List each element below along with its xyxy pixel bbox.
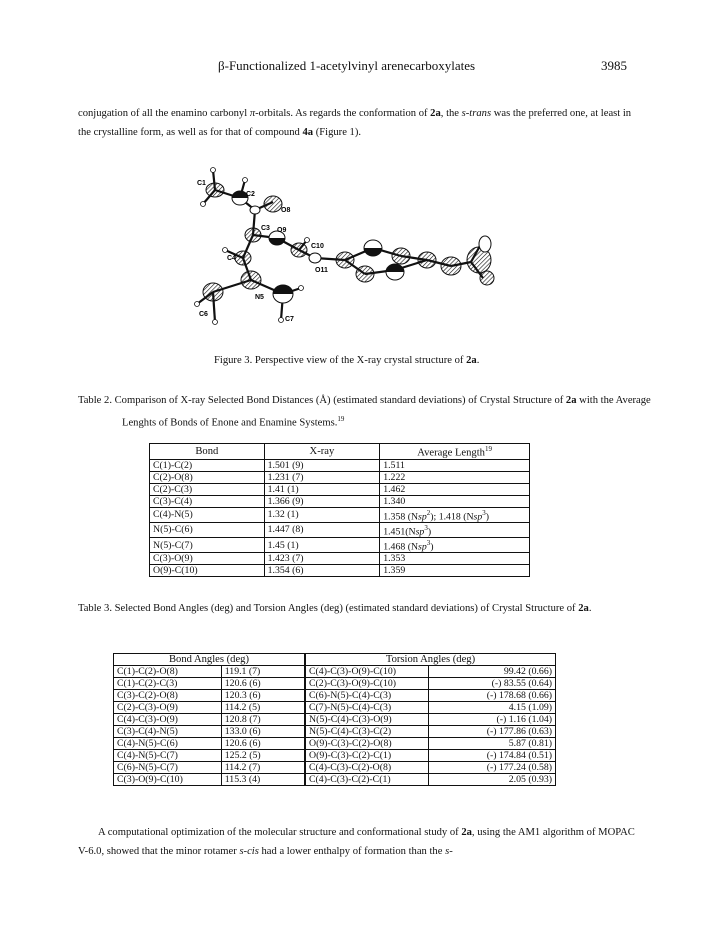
table3-cell-torsion-angle: C(7)-N(5)-C(4)-C(3) [305, 702, 429, 714]
table2-cell-xray: 1.45 (1) [264, 538, 380, 553]
crystal-structure-figure [185, 160, 515, 342]
ring-atom-10 [480, 271, 494, 285]
table3-cell-torsion-angle: C(4)-C(3)-C(2)-C(1) [305, 774, 429, 786]
table2-cell-xray: 1.501 (9) [264, 459, 380, 471]
table2-cell-bond: C(3)-O(9) [150, 553, 265, 565]
table2-cell-bond: C(4)-N(5) [150, 507, 265, 522]
table3-row [114, 774, 556, 786]
table2-cell-bond: O(9)-C(10) [150, 565, 265, 577]
table2-cell-avg: 1.340 [380, 495, 530, 507]
outro-paragraph: A computational optimization of the molecular structure and conformational study of 2a, using the AM1 algorithm of MOPAC V-6.0, showed that the minor rotamer s-cis had a lower enthalpy of formation than the s- [78, 827, 635, 857]
table2-row [150, 483, 530, 495]
table3-cell-bond-angle: C(6)-N(5)-C(7) [114, 762, 222, 774]
table2-header-bond: Bond [150, 444, 265, 460]
intro-paragraph: conjugation of all the enamino carbonyl π-orbitals. As regards the conformation of 2a, the s-trans was the preferred one, at least in the crystalline form, as well as for that of compound 4a (Figure 1). [78, 108, 632, 138]
table3-cell-torsion-angle: O(9)-C(3)-C(2)-C(1) [305, 750, 429, 762]
table3-row [114, 690, 556, 702]
label-c6: C6 [199, 311, 208, 318]
table3-cell-torsion-angle: C(2)-C(3)-O(9)-C(10) [305, 678, 429, 690]
table3-cell-torsion-angle-value: (-) 177.86 (0.63) [429, 726, 556, 738]
ring-atom-7 [441, 257, 461, 275]
table3-cell-torsion-angle: C(4)-C(3)-C(2)-O(8) [305, 762, 429, 774]
table3-cell-bond-angle-value: 133.0 (6) [221, 726, 305, 738]
table3-cell-bond-angle: C(3)-O(9)-C(10) [114, 774, 222, 786]
table3-cell-bond-angle-value: 114.2 (7) [221, 762, 305, 774]
table3-cell-bond-angle-value: 120.8 (7) [221, 714, 305, 726]
table2-cell-xray: 1.366 (9) [264, 495, 380, 507]
table3-row [114, 762, 556, 774]
table3-cell-torsion-angle: C(4)-C(3)-O(9)-C(10) [305, 666, 429, 678]
atom-c3 [245, 228, 261, 242]
label-c7: C7 [285, 316, 294, 323]
table2-cell-avg: 1.462 [380, 483, 530, 495]
table3-cell-torsion-angle-value: 5.87 (0.81) [429, 738, 556, 750]
table3-cell-torsion-angle-value: (-) 83.55 (0.64) [429, 678, 556, 690]
table2-cell-avg: 1.353 [380, 553, 530, 565]
label-n5: N5 [255, 294, 264, 301]
table3-row [114, 666, 556, 678]
table3-cell-torsion-angle: O(9)-C(3)-C(2)-O(8) [305, 738, 429, 750]
table3-cell-torsion-angle-value: 99.42 (0.66) [429, 666, 556, 678]
table2-header-xray: X-ray [264, 444, 380, 460]
table3-row [114, 714, 556, 726]
atom-n5 [241, 271, 261, 289]
table3-cell-bond-angle-value: 120.6 (6) [221, 678, 305, 690]
table3-cell-bond-angle: C(4)-C(3)-O(9) [114, 714, 222, 726]
table3-cell-bond-angle: C(3)-C(2)-O(8) [114, 690, 222, 702]
table3 [113, 653, 556, 786]
ring-atom-9 [479, 236, 491, 252]
label-c2: C2 [246, 191, 255, 198]
table2-header-avg: Average Length$^{19}$ [380, 444, 530, 460]
table2-row [150, 522, 530, 537]
atom-c10 [291, 243, 307, 257]
atom-o11 [309, 253, 321, 263]
table3-cell-bond-angle: C(2)-C(3)-O(9) [114, 702, 222, 714]
table2-cell-bond: C(2)-O(8) [150, 471, 265, 483]
table2-cell-bond: C(2)-C(3) [150, 483, 265, 495]
table3-cell-torsion-angle-value: 4.15 (1.09) [429, 702, 556, 714]
table3-row [114, 726, 556, 738]
ring-atom-4 [392, 248, 410, 264]
table3-cell-bond-angle: C(4)-N(5)-C(7) [114, 750, 222, 762]
table2-caption: Table 2. Comparison of X-ray Selected Bond Distances (Å) (estimated standard deviations) of Crystal Structure of 2a with the Average Lenghts of Bonds of Enone and Enamine Systems.$^{19}$ [78, 395, 651, 429]
table2-cell-xray: 1.41 (1) [264, 483, 380, 495]
atom-c6 [203, 283, 223, 301]
page-number: 3985 [601, 58, 627, 73]
table2-cell-xray: 1.354 (6) [264, 565, 380, 577]
table3-cell-torsion-angle: N(5)-C(4)-C(3)-O(9) [305, 714, 429, 726]
table3-header-row [114, 654, 556, 666]
table3-cell-bond-angle-value: 120.3 (6) [221, 690, 305, 702]
table2-cell-avg: 1.222 [380, 471, 530, 483]
atom-c2-bond [250, 206, 260, 214]
table3-header-bond-angles: Bond Angles (deg) [114, 654, 306, 666]
table2-cell-bond: N(5)-C(6) [150, 522, 265, 537]
table2-cell-xray: 1.32 (1) [264, 507, 380, 522]
ring-atom-3 [356, 266, 374, 282]
table3-caption: Table 3. Selected Bond Angles (deg) and Torsion Angles (deg) (estimated standard deviations) of Crystal Structure of 2a. [78, 603, 592, 614]
table3-row [114, 750, 556, 762]
table3-cell-torsion-angle-value: (-) 1.16 (1.04) [429, 714, 556, 726]
table3-cell-bond-angle: C(4)-N(5)-C(6) [114, 738, 222, 750]
table2-row [150, 459, 530, 471]
table3-row [114, 738, 556, 750]
table2-cell-avg: 1.468 (Nsp$^3$) [380, 538, 530, 553]
label-o11: O11 [315, 267, 328, 274]
table3-cell-torsion-angle-value: (-) 174.84 (0.51) [429, 750, 556, 762]
table2-cell-bond: C(1)-C(2) [150, 459, 265, 471]
table3-row [114, 678, 556, 690]
atom-o8 [264, 196, 282, 212]
label-c4: C4 [227, 255, 236, 262]
table3-cell-bond-angle-value: 125.2 (5) [221, 750, 305, 762]
atom-c1 [206, 183, 224, 197]
table2-header-row [150, 444, 530, 460]
ring-atom-1 [336, 252, 354, 268]
table2-cell-bond: N(5)-C(7) [150, 538, 265, 553]
table3-cell-bond-angle-value: 114.2 (5) [221, 702, 305, 714]
table2-cell-avg: 1.358 (Nsp$^2$); 1.418 (Nsp$^3$) [380, 507, 530, 522]
table3-cell-torsion-angle-value: (-) 178.68 (0.66) [429, 690, 556, 702]
label-c3: C3 [261, 225, 270, 232]
label-c10: C10 [311, 243, 324, 250]
atom-c4 [235, 251, 251, 265]
table2-cell-bond: C(3)-C(4) [150, 495, 265, 507]
table2-row [150, 471, 530, 483]
running-title: β-Functionalized 1-acetylvinyl arenecarboxylates [218, 58, 476, 73]
table2-row [150, 538, 530, 553]
table2-cell-avg: 1.359 [380, 565, 530, 577]
table2-row [150, 565, 530, 577]
table3-cell-bond-angle: C(1)-C(2)-O(8) [114, 666, 222, 678]
table2-cell-avg: 1.451(Nsp$^3$) [380, 522, 530, 537]
table3-cell-torsion-angle-value: (-) 177.24 (0.58) [429, 762, 556, 774]
table2-cell-xray: 1.423 (7) [264, 553, 380, 565]
figure-caption: Figure 3. Perspective view of the X-ray crystal structure of 2a. [214, 355, 480, 366]
ring-atom-6 [418, 252, 436, 268]
table3-header-torsion-angles: Torsion Angles (deg) [305, 654, 556, 666]
table3-cell-bond-angle: C(3)-C(4)-N(5) [114, 726, 222, 738]
table2-cell-avg: 1.511 [380, 459, 530, 471]
table3-cell-torsion-angle-value: 2.05 (0.93) [429, 774, 556, 786]
table3-cell-bond-angle-value: 120.6 (6) [221, 738, 305, 750]
label-o8: O8 [281, 207, 291, 214]
label-c1: C1 [197, 180, 206, 187]
table3-cell-torsion-angle: N(5)-C(4)-C(3)-C(2) [305, 726, 429, 738]
table2-cell-xray: 1.447 (8) [264, 522, 380, 537]
table3-row [114, 702, 556, 714]
table2-row [150, 553, 530, 565]
table3-cell-torsion-angle: C(6)-N(5)-C(4)-C(3) [305, 690, 429, 702]
table3-cell-bond-angle-value: 115.3 (4) [221, 774, 305, 786]
table2 [149, 443, 530, 577]
table3-cell-bond-angle: C(1)-C(2)-C(3) [114, 678, 222, 690]
table2-row [150, 507, 530, 522]
table2-cell-xray: 1.231 (7) [264, 471, 380, 483]
label-o9: O9 [277, 227, 287, 234]
table3-cell-bond-angle-value: 119.1 (7) [221, 666, 305, 678]
table2-row [150, 495, 530, 507]
